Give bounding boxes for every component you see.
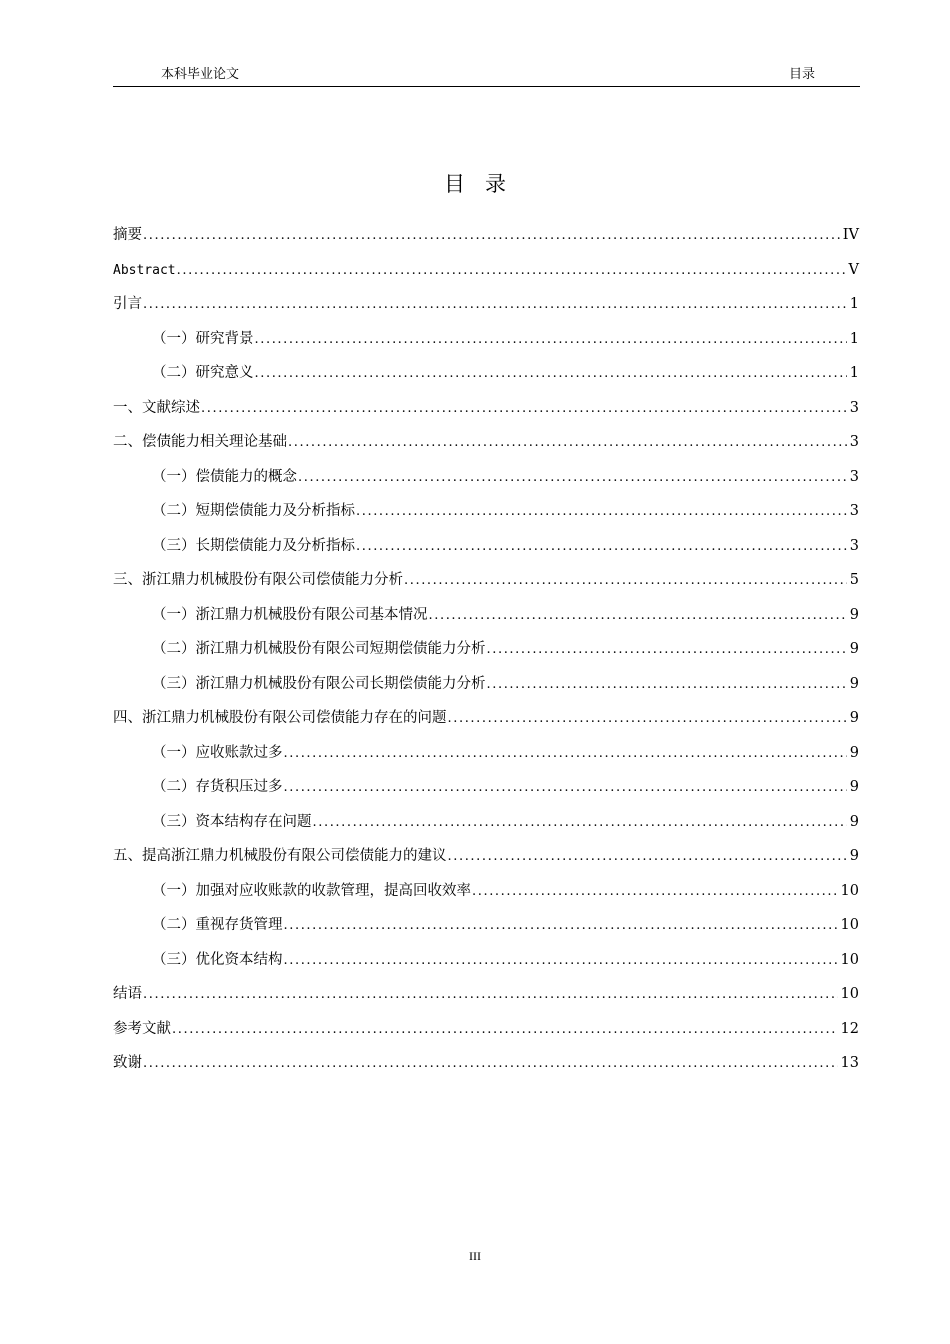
toc-entry-page: 10 [840,951,859,968]
toc-entry-label: （一）加强对应收账款的收款管理，提高回收效率 [152,882,471,899]
toc-entry[interactable] [113,395,859,430]
toc-dot-leader [487,637,847,663]
toc-dot-leader [143,292,847,318]
toc-entry-page: 9 [849,675,859,692]
running-header [113,66,860,86]
toc-entry[interactable] [113,360,859,395]
toc-entry-label: （一）应收账款过多 [152,744,283,761]
toc-dot-leader [487,672,847,698]
toc-dot-leader [201,396,847,422]
toc-entry-page: 5 [849,572,859,588]
toc-dot-leader [404,568,847,594]
toc-entry-label: （一）研究背景 [152,330,254,347]
toc-entry-page: IV [842,227,859,243]
toc-entry-label: 引言 [113,296,142,312]
toc-entry-page: 13 [840,1055,859,1071]
toc-entry[interactable] [113,567,859,602]
toc-entry[interactable] [113,636,859,671]
toc-entry-label: 一、文献综述 [113,399,200,416]
toc-entry-label: （二）研究意义 [152,365,254,381]
toc-entry-label: 四、浙江鼎力机械股份有限公司偿债能力存在的问题 [113,710,447,726]
toc-entry-page: 9 [849,744,859,761]
toc-entry[interactable] [113,602,859,637]
toc-dot-leader [143,223,840,249]
toc-dot-leader [448,844,847,870]
toc-entry-page: 1 [849,330,859,347]
toc-entry-page: 1 [849,365,859,381]
toc-entry-label: 致谢 [113,1055,142,1071]
toc-entry-page: 10 [840,986,859,1002]
toc-entry-page: 3 [849,399,859,416]
toc-dot-leader [172,1017,838,1043]
toc-dot-leader [356,499,847,525]
toc-entry[interactable] [113,257,859,292]
toc-dot-leader [313,810,847,836]
toc-entry[interactable] [113,912,859,947]
toc-entry[interactable] [113,878,859,913]
toc-entry-label: （二）短期偿债能力及分析指标 [152,503,355,519]
toc-entry[interactable] [113,809,859,844]
toc-entry[interactable] [113,1050,859,1085]
toc-entry-label: 结语 [113,986,142,1002]
toc-entry-label: （三）优化资本结构 [152,951,283,968]
toc-entry[interactable] [113,981,859,1016]
toc-dot-leader [288,430,847,456]
toc-dot-leader [472,879,838,905]
table-of-contents [113,222,859,1085]
toc-entry[interactable] [113,740,859,775]
toc-dot-leader [356,534,847,560]
toc-dot-leader [284,775,847,801]
toc-dot-leader [143,982,838,1008]
toc-entry-label: （一）浙江鼎力机械股份有限公司基本情况 [152,606,428,623]
toc-entry-label: （三）资本结构存在问题 [152,813,312,830]
toc-entry[interactable] [113,1016,859,1051]
toc-entry-page: 9 [849,848,859,864]
toc-entry-page: 9 [849,813,859,830]
toc-dot-leader [429,603,847,629]
toc-entry-label: Abstract [113,262,176,278]
toc-entry-page: 12 [840,1020,859,1037]
toc-entry[interactable] [113,464,859,499]
toc-entry[interactable] [113,533,859,568]
toc-dot-leader [255,327,847,353]
toc-dot-leader [284,948,838,974]
toc-entry-page: 9 [849,606,859,623]
toc-entry-page: 3 [849,503,859,519]
toc-entry-label: （三）浙江鼎力机械股份有限公司长期偿债能力分析 [152,675,486,692]
toc-entry-label: （二）浙江鼎力机械股份有限公司短期偿债能力分析 [152,641,486,657]
toc-entry-page: 9 [849,779,859,795]
toc-entry[interactable] [113,843,859,878]
toc-dot-leader [448,706,847,732]
toc-entry-label: 三、浙江鼎力机械股份有限公司偿债能力分析 [113,572,403,588]
toc-dot-leader [143,1051,838,1077]
toc-entry[interactable] [113,429,859,464]
toc-dot-leader [177,258,846,284]
toc-entry[interactable] [113,705,859,740]
toc-entry[interactable] [113,326,859,361]
toc-entry-page: 10 [840,882,859,899]
toc-entry-label: 参考文献 [113,1020,171,1037]
toc-entry[interactable] [113,222,859,257]
header-rule [113,86,860,87]
toc-entry[interactable] [113,774,859,809]
header-section-label: 目录 [788,67,815,82]
toc-dot-leader [284,913,838,939]
toc-title: 目录 [444,172,526,196]
toc-dot-leader [284,741,847,767]
toc-entry-page: 3 [849,537,859,554]
toc-entry-page: 1 [849,296,859,312]
toc-entry[interactable] [113,291,859,326]
toc-dot-leader [255,361,847,387]
toc-entry-page: V [848,261,859,278]
toc-entry[interactable] [113,671,859,706]
toc-entry-page: 3 [849,468,859,485]
toc-entry-page: 3 [849,434,859,450]
toc-entry-label: 摘要 [113,227,142,243]
toc-entry-label: （二）重视存货管理 [152,917,283,933]
toc-entry-page: 9 [849,710,859,726]
toc-entry[interactable] [113,498,859,533]
toc-entry-page: 9 [849,641,859,657]
toc-entry-label: （三）长期偿债能力及分析指标 [152,537,355,554]
toc-dot-leader [298,465,847,491]
toc-entry-label: （二）存货积压过多 [152,779,283,795]
toc-entry-label: 五、提高浙江鼎力机械股份有限公司偿债能力的建议 [113,848,447,864]
toc-entry-label: （一）偿债能力的概念 [152,468,297,485]
header-thesis-label: 本科毕业论文 [161,67,240,82]
toc-entry[interactable] [113,947,859,982]
toc-entry-label: 二、偿债能力相关理论基础 [113,434,287,450]
page-number: III [469,1249,481,1263]
toc-entry-page: 10 [840,917,859,933]
